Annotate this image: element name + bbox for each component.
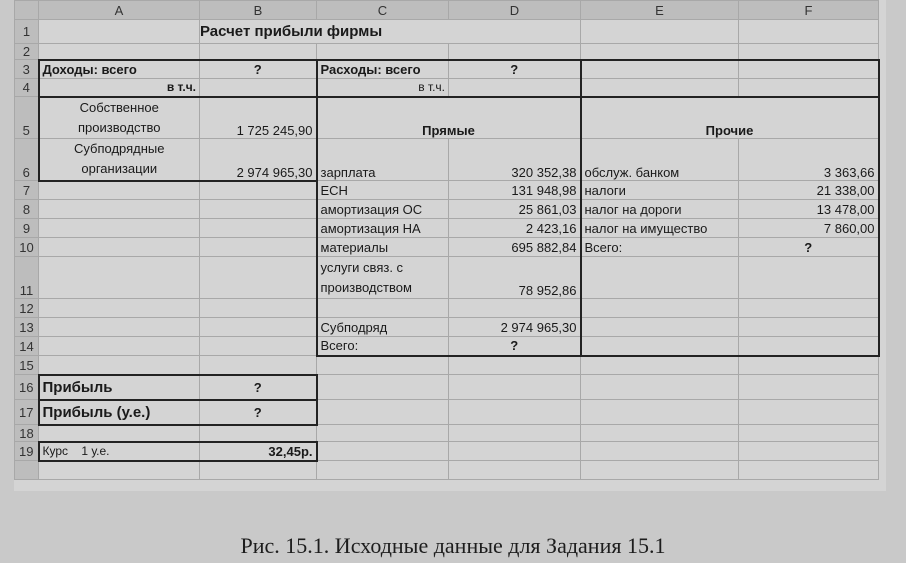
cell[interactable] — [317, 461, 449, 480]
row-header-11[interactable]: 11 — [15, 257, 39, 299]
cell[interactable] — [200, 181, 317, 200]
cell[interactable] — [739, 337, 879, 356]
subcontract-label[interactable]: Субподряд — [317, 318, 449, 337]
row-header-1[interactable]: 1 — [15, 20, 39, 44]
cell[interactable] — [39, 337, 200, 356]
cell[interactable] — [317, 425, 449, 442]
cell[interactable] — [581, 337, 739, 356]
expense-value[interactable]: 695 882,84 — [449, 238, 581, 257]
profit-value[interactable]: ? — [200, 375, 317, 400]
expense-value[interactable]: 25 861,03 — [449, 200, 581, 219]
row-header-12[interactable]: 12 — [15, 299, 39, 318]
cell[interactable] — [39, 356, 200, 375]
cell[interactable] — [200, 425, 317, 442]
cell[interactable] — [39, 44, 200, 60]
expenses-total-label[interactable]: Расходы: всего — [317, 60, 449, 79]
column-header-f[interactable]: F — [739, 1, 879, 20]
row-header-3[interactable]: 3 — [15, 60, 39, 79]
cell[interactable] — [739, 375, 879, 400]
row-header-18[interactable]: 18 — [15, 425, 39, 442]
cell[interactable] — [581, 79, 739, 97]
exchange-rate-label[interactable]: Курс 1 у.е. — [39, 442, 200, 461]
other-expenses-header[interactable]: Прочие — [581, 97, 879, 139]
cell[interactable] — [317, 299, 449, 318]
cell[interactable] — [39, 200, 200, 219]
cell[interactable] — [317, 356, 449, 375]
subcontractors-label[interactable]: Субподрядные организации — [39, 139, 200, 181]
other-expense-value[interactable]: 7 860,00 — [739, 219, 879, 238]
other-total-label[interactable]: Всего: — [581, 238, 739, 257]
cell[interactable] — [449, 44, 581, 60]
cell[interactable] — [581, 318, 739, 337]
cell[interactable] — [449, 375, 581, 400]
expense-value[interactable]: 131 948,98 — [449, 181, 581, 200]
row-header-19[interactable]: 19 — [15, 442, 39, 461]
cell[interactable] — [200, 219, 317, 238]
row-header-10[interactable]: 10 — [15, 238, 39, 257]
income-incl-label[interactable]: в т.ч. — [39, 79, 200, 97]
direct-expenses-header[interactable]: Прямые — [317, 97, 581, 139]
cell[interactable] — [39, 299, 200, 318]
row-header-14[interactable]: 14 — [15, 337, 39, 356]
cell[interactable] — [739, 257, 879, 299]
cell[interactable] — [39, 219, 200, 238]
cell[interactable] — [200, 79, 317, 97]
cell[interactable] — [739, 461, 879, 480]
cell[interactable] — [200, 200, 317, 219]
select-all-corner[interactable] — [15, 1, 39, 20]
column-header-c[interactable]: C — [317, 1, 449, 20]
cell[interactable] — [581, 356, 739, 375]
cell[interactable] — [581, 400, 739, 425]
cell[interactable] — [200, 44, 317, 60]
row-header-4[interactable]: 4 — [15, 79, 39, 97]
expenses-incl-label[interactable]: в т.ч. — [317, 79, 449, 97]
expense-value[interactable]: 320 352,38 — [449, 139, 581, 181]
expense-name[interactable]: амортизация ОС — [317, 200, 449, 219]
cell[interactable] — [581, 257, 739, 299]
cell[interactable] — [739, 44, 879, 60]
row-header-partial[interactable] — [15, 461, 39, 480]
profit-ue-value[interactable]: ? — [200, 400, 317, 425]
row-header-6[interactable]: 6 — [15, 139, 39, 181]
cell[interactable] — [449, 461, 581, 480]
figure-caption: Рис. 15.1. Исходные данные для Задания 15.1 — [240, 533, 666, 558]
cell[interactable] — [739, 356, 879, 375]
expense-name[interactable]: зарплата — [317, 139, 449, 181]
row-header-15[interactable]: 15 — [15, 356, 39, 375]
cell[interactable] — [449, 442, 581, 461]
own-production-label[interactable]: Собственное производство — [39, 97, 200, 139]
column-header-b[interactable]: B — [200, 1, 317, 20]
cell[interactable] — [200, 257, 317, 299]
cell[interactable] — [317, 400, 449, 425]
expenses-total-value[interactable]: ? — [449, 60, 581, 79]
subcontractors-value[interactable]: 2 974 965,30 — [200, 139, 317, 181]
cell[interactable] — [739, 20, 879, 44]
cell[interactable] — [200, 299, 317, 318]
subcontract-value[interactable]: 2 974 965,30 — [449, 318, 581, 337]
expense-name[interactable]: услуги связ. с производством — [317, 257, 449, 299]
cell[interactable] — [739, 299, 879, 318]
exchange-rate-value[interactable]: 32,45р. — [200, 442, 317, 461]
cell[interactable] — [200, 238, 317, 257]
expense-name[interactable]: материалы — [317, 238, 449, 257]
sheet-title[interactable]: Расчет прибыли фирмы — [200, 20, 581, 44]
row-header-5[interactable]: 5 — [15, 97, 39, 139]
expense-value[interactable]: 78 952,86 — [449, 257, 581, 299]
other-expense-name[interactable]: налоги — [581, 181, 739, 200]
row-header-13[interactable]: 13 — [15, 318, 39, 337]
cell[interactable] — [739, 425, 879, 442]
expense-name[interactable]: ЕСН — [317, 181, 449, 200]
cell[interactable] — [200, 461, 317, 480]
other-expense-value[interactable]: 13 478,00 — [739, 200, 879, 219]
cell[interactable] — [449, 299, 581, 318]
cell[interactable] — [739, 400, 879, 425]
cell[interactable] — [39, 425, 200, 442]
row-header-7[interactable]: 7 — [15, 181, 39, 200]
cell[interactable] — [39, 461, 200, 480]
row-header-16[interactable]: 16 — [15, 375, 39, 400]
cell[interactable] — [739, 60, 879, 79]
income-total-label[interactable]: Доходы: всего — [39, 60, 200, 79]
cell[interactable] — [739, 318, 879, 337]
cell[interactable] — [449, 425, 581, 442]
spreadsheet — [14, 0, 886, 491]
cell[interactable] — [739, 79, 879, 97]
cell[interactable] — [449, 400, 581, 425]
direct-total-value[interactable]: ? — [449, 337, 581, 356]
row-header-2[interactable]: 2 — [15, 44, 39, 60]
row-header-9[interactable]: 9 — [15, 219, 39, 238]
cell[interactable] — [39, 238, 200, 257]
cell[interactable] — [581, 20, 739, 44]
cell[interactable] — [449, 356, 581, 375]
column-header-d[interactable]: D — [449, 1, 581, 20]
cell[interactable] — [581, 60, 739, 79]
row-header-8[interactable]: 8 — [15, 200, 39, 219]
cell[interactable] — [39, 257, 200, 299]
cell[interactable] — [317, 44, 449, 60]
row-header-17[interactable]: 17 — [15, 400, 39, 425]
cell[interactable] — [581, 299, 739, 318]
expense-name[interactable]: амортизация НА — [317, 219, 449, 238]
cell[interactable] — [449, 79, 581, 97]
income-total-value[interactable]: ? — [200, 60, 317, 79]
expense-value[interactable]: 2 423,16 — [449, 219, 581, 238]
column-header-e[interactable]: E — [581, 1, 739, 20]
cell[interactable] — [581, 375, 739, 400]
other-expense-name[interactable]: налог на дороги — [581, 200, 739, 219]
other-total-value[interactable]: ? — [739, 238, 879, 257]
cell[interactable] — [39, 20, 200, 44]
column-header-a[interactable]: A — [39, 1, 200, 20]
cell[interactable] — [581, 44, 739, 60]
cell[interactable] — [581, 425, 739, 442]
profit-label[interactable]: Прибыль — [39, 375, 200, 400]
cell[interactable] — [317, 375, 449, 400]
cell[interactable] — [581, 442, 739, 461]
other-expense-value[interactable]: 3 363,66 — [739, 139, 879, 181]
cell[interactable] — [317, 442, 449, 461]
spreadsheet-grid — [14, 0, 880, 480]
cell[interactable] — [200, 356, 317, 375]
cell[interactable] — [39, 318, 200, 337]
cell[interactable] — [581, 461, 739, 480]
other-expense-value[interactable]: 21 338,00 — [739, 181, 879, 200]
other-expense-name[interactable]: обслуж. банком — [581, 139, 739, 181]
cell[interactable] — [200, 318, 317, 337]
other-expense-name[interactable]: налог на имущество — [581, 219, 739, 238]
cell[interactable] — [39, 181, 200, 200]
profit-ue-label[interactable]: Прибыль (у.е.) — [39, 400, 200, 425]
cell[interactable] — [200, 337, 317, 356]
own-production-value[interactable]: 1 725 245,90 — [200, 97, 317, 139]
direct-total-label[interactable]: Всего: — [317, 337, 449, 356]
cell[interactable] — [739, 442, 879, 461]
